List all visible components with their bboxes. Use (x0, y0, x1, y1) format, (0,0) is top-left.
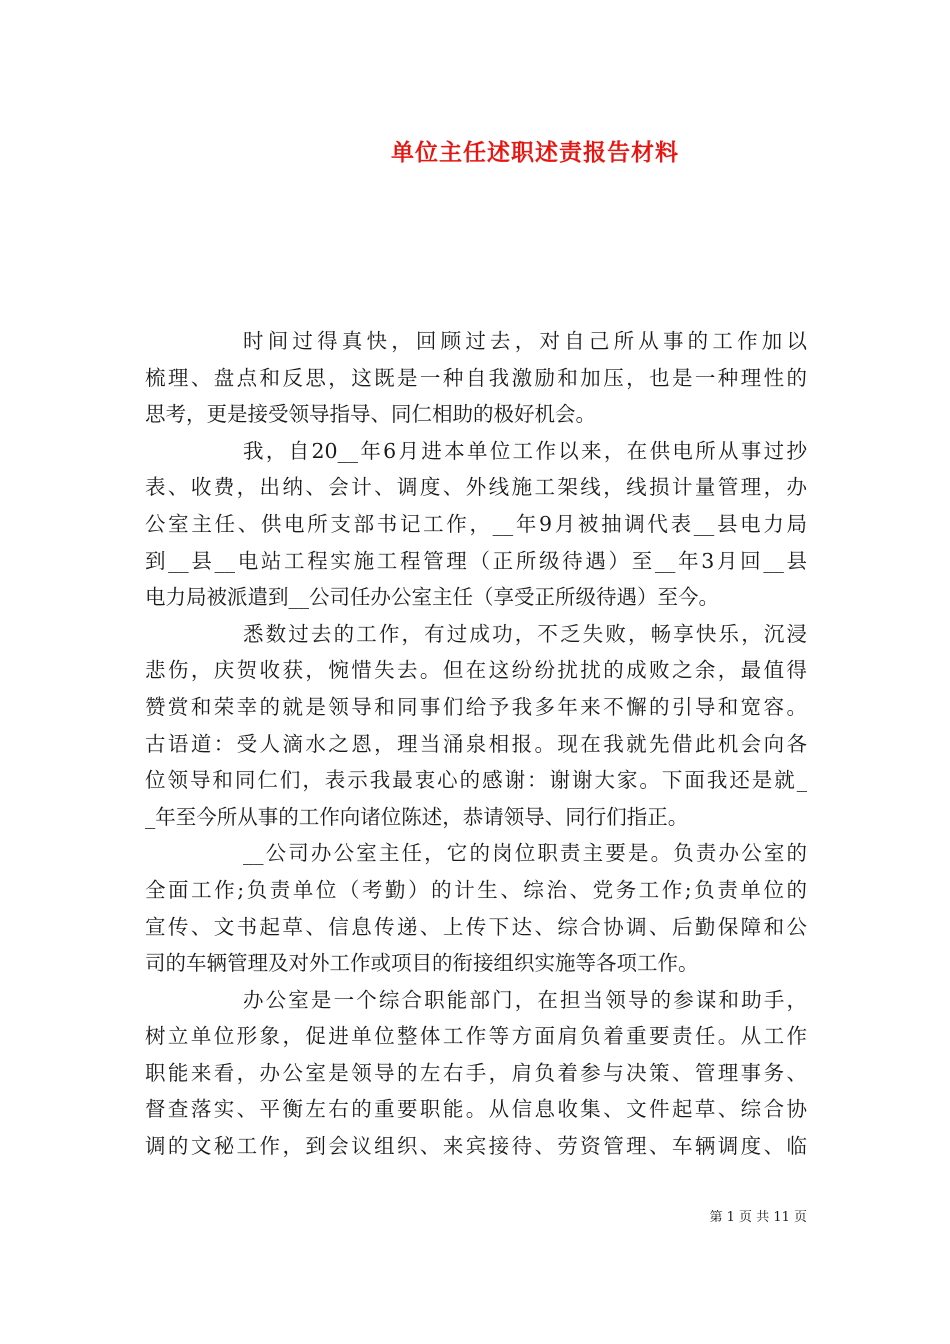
text-line: 悲伤，庆贺收获，惋惜失去。但在这纷纷扰扰的成败之余，最值得 (145, 658, 807, 683)
page-number: 第 1 页 共 11 页 (709, 1210, 807, 1225)
document-body (145, 323, 807, 1165)
text-line: 树立单位形象，促进单位整体工作等方面肩负着重要责任。从工作 (145, 1024, 807, 1049)
text-line: 悉数过去的工作，有过成功，不乏失败，畅享快乐，沉浸 (243, 621, 807, 646)
text-line: 办公室是一个综合职能部门，在担当领导的参谋和助手， (243, 987, 807, 1012)
text-line: _年至今所从事的工作向诸位陈述，恭请领导、同行们指正。 (145, 804, 689, 829)
text-line: 宣传、文书起草、信息传递、上传下达、综合协调、后勤保障和公 (145, 914, 807, 939)
paragraph-2 (145, 433, 807, 616)
paragraph-3 (145, 616, 807, 836)
text-line: 职能来看，办公室是领导的左右手，肩负着参与决策、管理事务、 (145, 1060, 807, 1085)
text-line: 调的文秘工作，到会议组织、来宾接待、劳资管理、车辆调度、临 (145, 1134, 807, 1159)
text-line: 古语道：受人滴水之恩，理当涌泉相报。现在我就先借此机会向各 (145, 731, 807, 756)
paragraph-4 (145, 835, 807, 981)
text-line: 我，自20__年6月进本单位工作以来，在供电所从事过抄 (243, 438, 807, 463)
text-line: 督查落实、平衡左右的重要职能。从信息收集、文件起草、综合协 (145, 1097, 807, 1122)
text-line: 赞赏和荣幸的就是领导和同事们给予我多年来不懈的引导和宽容。 (145, 694, 807, 719)
text-line: __公司办公室主任，它的岗位职责主要是。负责办公室的 (243, 841, 807, 866)
text-line: 全面工作;负责单位（考勤）的计生、综治、党务工作;负责单位的 (145, 877, 807, 902)
text-line: 到__县__电站工程实施工程管理（正所级待遇）至__年3月回__县 (145, 548, 807, 573)
document-title: 单位主任述职述责报告材料 (391, 139, 679, 166)
text-line: 司的车辆管理及对外工作或项目的衔接组织实施等各项工作。 (145, 951, 699, 976)
text-line: 公室主任、供电所支部书记工作，__年9月被抽调代表__县电力局 (145, 511, 807, 536)
text-line: 思考，更是接受领导指导、同仁相助的极好机会。 (145, 402, 596, 427)
text-line: 位领导和同仁们，表示我最衷心的感谢：谢谢大家。下面我还是就_ (145, 768, 807, 793)
text-line: 梳理、盘点和反思，这既是一种自我激励和加压，也是一种理性的 (145, 365, 807, 390)
text-line: 电力局被派遣到__公司任办公室主任（享受正所级待遇）至今。 (145, 585, 719, 610)
paragraph-5 (145, 982, 807, 1165)
text-line: 表、收费，出纳、会计、调度、外线施工架线，线损计量管理，办 (145, 475, 807, 500)
paragraph-1 (145, 323, 807, 433)
text-line: 时间过得真快，回顾过去，对自己所从事的工作加以 (243, 329, 807, 353)
